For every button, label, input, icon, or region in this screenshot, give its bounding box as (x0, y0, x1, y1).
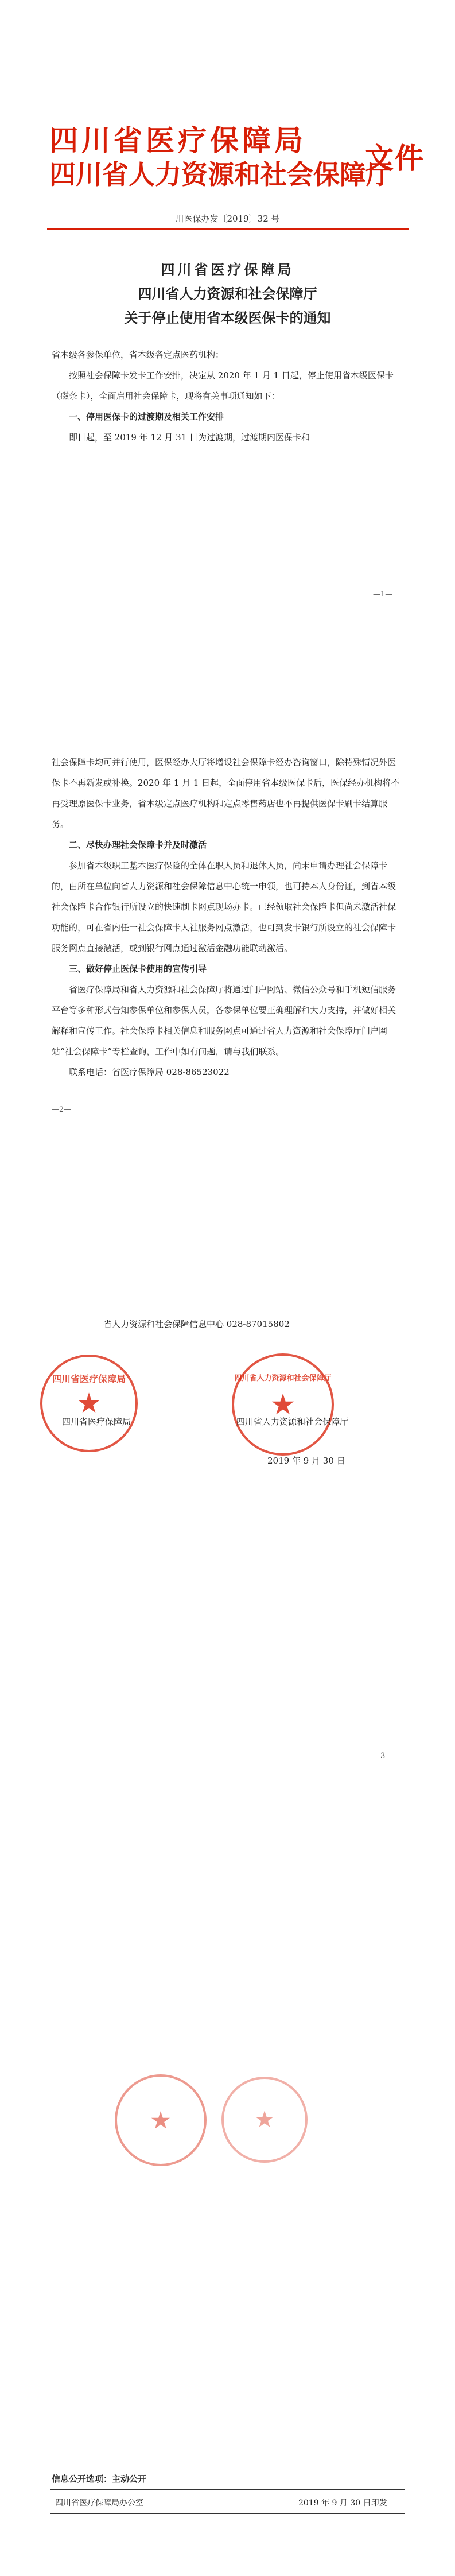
star-icon: ★ (270, 1388, 296, 1421)
page-1-number: —1— (373, 590, 393, 599)
star-icon: ★ (76, 1387, 102, 1419)
seal-hrss-department (232, 1353, 334, 1456)
section-1-paragraph-part-1: 即日起，至 2019 年 12 月 31 日为过渡期，过渡期内医保卡和 (69, 432, 310, 443)
section-3-paragraph: 省医疗保障局和省人力资源和社会保障厅将通过门户网站、微信公众号和手机短信服务平台等多种形式告知参保单位和参保人员，各参保单位要正确理解和大力支持，并做好相关解释和宣传工作。社会保障卡相关信息和服务网点可通过省人力资源和社会保障厅门户网站“社会保障卡”专栏查询，工作中如有问题，请与我们联系。 (52, 984, 396, 1057)
section-1-paragraph-part-2: 社会保障卡均可并行使用，医保经办大厅将增设社会保障卡经办咨询窗口，除特殊情况外医保卡不再新发或补换。2020 年 1 月 1 日起，全面停用省本级医保卡后，医保经办机构将不再受理原医保卡业务，省本级定点医疗机构和定点零售药店也不再提供医保卡刷卡结算服务。 (52, 757, 400, 829)
seal-2-text: 四川省人力资源和社会保障厅 (234, 1374, 332, 1383)
section-2-paragraph: 参加省本级职工基本医疗保险的全体在职人员和退休人员，尚未申请办理社会保障卡的，由所在单位向省人力资源和社会保障信息中心统一申领，也可持本人身份证，到省本级社会保障卡合作银行所设立的快速制卡网点现场办卡。已经领取社会保障卡但尚未激活社保功能的，可在省内任一社会保障卡人社服务网点激活，也可到发卡银行所设立的社会保障卡服务网点直接激活，或到银行网点通过激活金融功能联动激活。 (52, 860, 396, 953)
section-2-heading: 二、尽快办理社会保障卡并及时激活 (69, 840, 207, 850)
seal-faint-front (221, 2077, 308, 2163)
salutation: 省本级各参保单位，省本级各定点医药机构： (52, 350, 224, 360)
star-icon: ★ (254, 2106, 275, 2133)
title-line-1: 四川省医疗保障局 (161, 261, 294, 278)
title-line-3: 关于停止使用省本级医保卡的通知 (124, 309, 331, 326)
intro-paragraph: 按照社会保障卡发卡工作安排，决定从 2020 年 1 月 1 日起，停止使用省本级医保卡（磁条卡），全面启用社会保障卡，现将有关事项通知如下： (52, 370, 394, 401)
signature-org-2: 四川省人力资源和社会保障厅 (236, 1417, 349, 1427)
header-org-line-2: 四川省人力资源和社会保障厅 (49, 159, 392, 190)
header-org-line-1: 四川省医疗保障局 (49, 123, 306, 157)
section-3-heading: 三、做好停止医保卡使用的宣传引导 (69, 964, 207, 974)
section-1-heading: 一、停用医保卡的过渡期及相关工作安排 (69, 412, 224, 422)
footer-disclosure: 信息公开选项：主动公开 (52, 2474, 147, 2484)
contact-phone-2: 省人力资源和社会保障信息中心 028-87015802 (103, 1319, 290, 1329)
seal-faint-back (115, 2074, 207, 2166)
star-icon: ★ (150, 2106, 172, 2135)
signature-date: 2019 年 9 月 30 日 (267, 1456, 345, 1466)
footer-print-date: 2019 年 9 月 30 日印发 (298, 2499, 387, 2508)
footer-issuer: 四川省医疗保障局办公室 (55, 2499, 143, 2508)
page-2-number: —2— (52, 1105, 72, 1114)
seal-medical-security-bureau (40, 1355, 138, 1452)
footer-rule-top (50, 2489, 405, 2490)
red-divider (47, 228, 409, 230)
body-page-2 (52, 752, 404, 1083)
page-3-number: —3— (373, 1752, 393, 1760)
header-doc-word: 文件 (365, 141, 425, 175)
body-page-1 (52, 344, 404, 448)
title-line-2: 四川省人力资源和社会保障厅 (138, 285, 317, 302)
seal-1-text: 四川省医疗保障局 (52, 1374, 126, 1384)
doc-number: 川医保办发〔2019〕32 号 (175, 214, 280, 224)
contact-phone-1: 联系电话：省医疗保障局 028-86523022 (69, 1067, 230, 1077)
signature-org-1: 四川省医疗保障局 (62, 1417, 131, 1427)
footer-rule-bottom (50, 2513, 405, 2514)
